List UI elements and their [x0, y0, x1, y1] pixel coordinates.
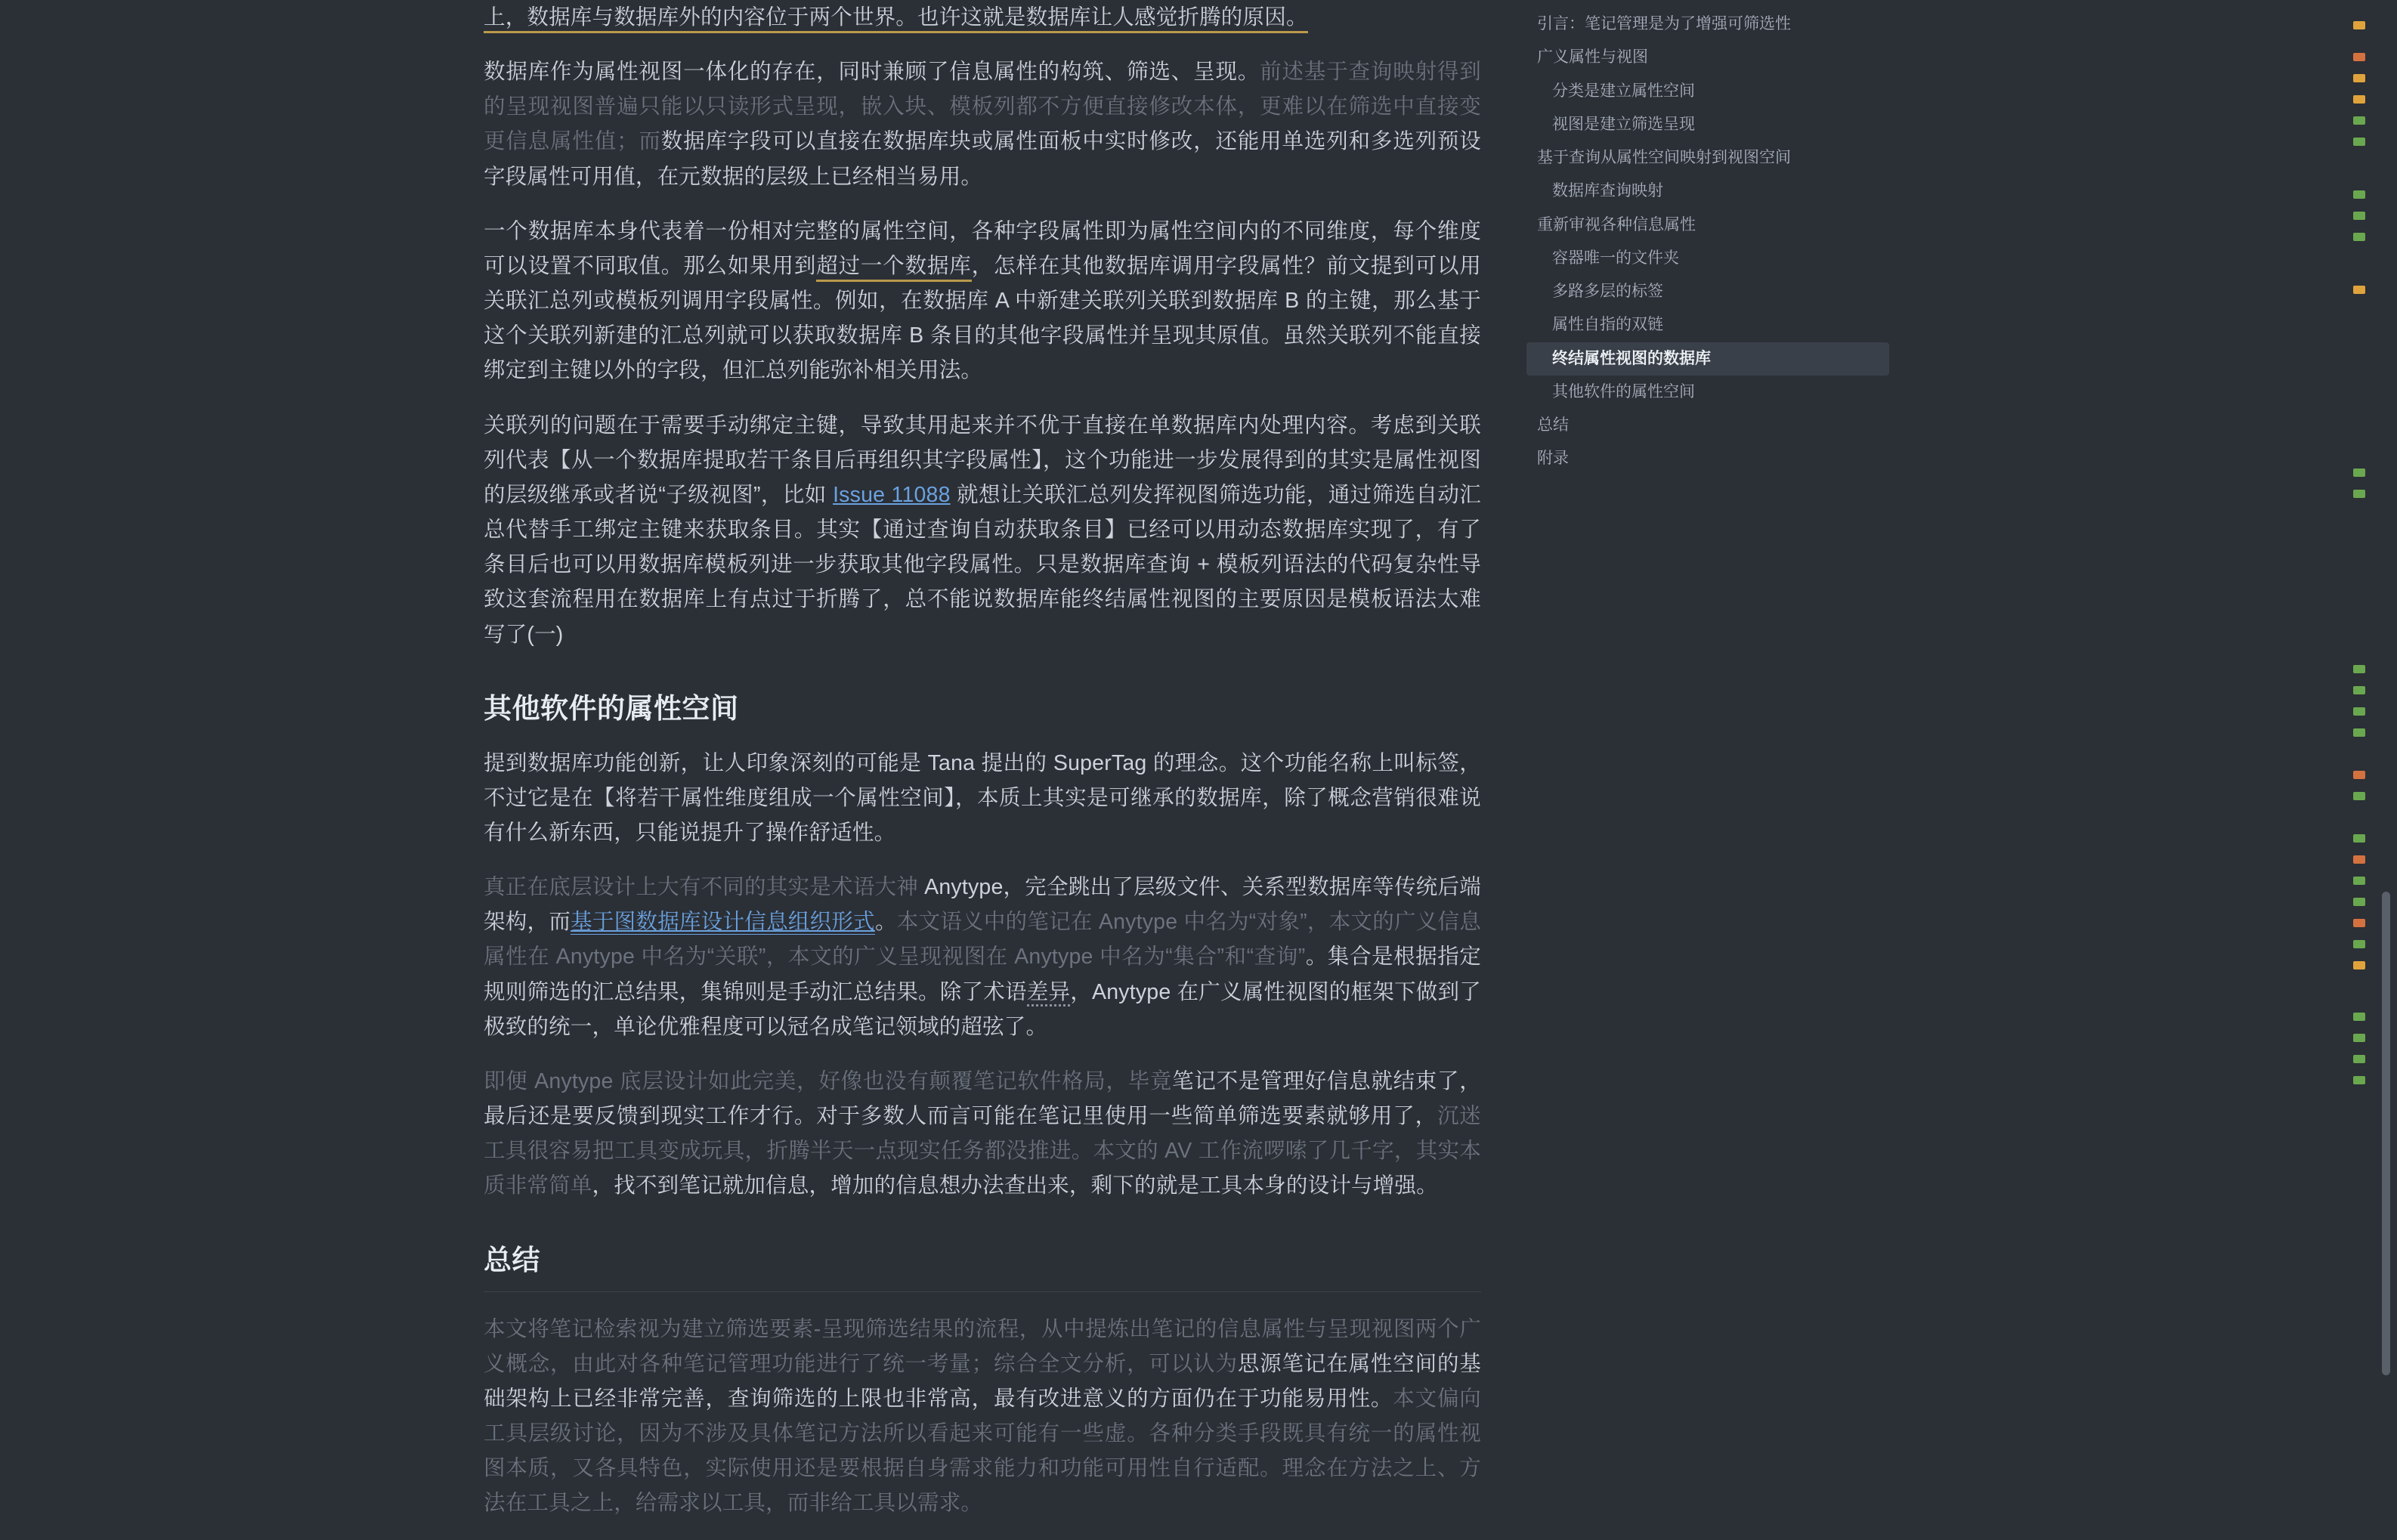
text-run: 。 — [874, 910, 897, 935]
scrollbar-marker[interactable] — [2353, 490, 2365, 498]
text-run: ，怎样在其他数据库调用字段属性？前文提到可以用关联汇总列或模板列调用字段属性。例如，在数据库 A 中新建关联列关联到数据库 B 的主键，那么基于这个关联列新建的汇总列就可以获取数据库 B 条目的其他字段属性并呈现其原值。虽然关联列不能直接绑定到主键以外的字段，但汇总列能弥补相关用法。 — [484, 253, 1481, 383]
scrollbar-marker[interactable] — [2353, 53, 2365, 61]
paragraph — [484, 1312, 1481, 1521]
text-run: 笔记不是管理好信息就结束了，最后还是要反馈到现实工作才行。对于多数人而言可能在笔记里使用一些简单筛选要素就够用了， — [484, 1068, 1481, 1129]
text-run-muted: 本文语义中的笔记在 Anytype 中名为“对象”，本文的广义信息属性在 Anytype 中名为“关联”，本文的广义呈现视图在 Anytype 中名为“集合”和“查询” — [484, 910, 1481, 969]
article-content — [484, 0, 1481, 1540]
scrollbar-marker[interactable] — [2353, 707, 2365, 716]
scrollbar-marker[interactable] — [2353, 1013, 2365, 1021]
text-run-muted: 前述基于查询映射得到的呈现视图普遍只能以只读形式呈现，嵌入块、模板列都不方便直接修改本体，更难以在筛选中直接变更信息属性值；而 — [484, 60, 1481, 154]
text-run-muted: 沉迷工具很容易把工具变成玩具，折腾半天一点现实任务都没推进。本文的 AV 工作流啰嗦了几千字，其实本质非常简单 — [484, 1104, 1482, 1198]
text-run: 关联列的问题在于需要手动绑定主键，导致其用起来并不优于直接在单数据库内处理内容。考虑到关联列代表【从一个数据库提取若干条目后再组织其字段属性】，这个功能进一步发展得到的其实是属性视图的层级继承或者说“子级视图”，比如 — [484, 413, 1481, 507]
scrollbar-marker[interactable] — [2353, 940, 2365, 948]
paragraph — [484, 408, 1481, 652]
scrollbar-marker[interactable] — [2353, 728, 2365, 737]
vertical-scrollbar-thumb[interactable] — [2382, 892, 2390, 1375]
text-run: 数据库作为属性视图一体化的存在，同时兼顾了信息属性的构筑、筛选、呈现。 — [484, 60, 1260, 85]
text-run: 提到数据库功能创新，让人印象深刻的可能是 Tana 提出的 SuperTag 的理念。这个功能名称上叫标签，不过它是在【将若干属性维度组成一个属性空间】，本质上其实是可继承的数据库，除了概念营销很难说有什么新东西，只能说提升了操作舒适性。 — [484, 750, 1481, 845]
scrollbar-marker[interactable] — [2353, 74, 2365, 82]
section-heading-summary: 总结 — [484, 1237, 1481, 1292]
issue-link[interactable]: Issue 11088 — [833, 482, 951, 507]
scrollbar-marker[interactable] — [2353, 468, 2365, 477]
scrollbar-marker[interactable] — [2353, 233, 2365, 241]
outline-item[interactable]: 广义属性与视图 — [1537, 48, 1648, 66]
outline-item[interactable]: 数据库查询映射 — [1552, 182, 1663, 200]
text-run-muted: 本文将笔记检索视为建立筛选要素-呈现筛选结果的流程，从中提炼出笔记的信息属性与呈现视图两个广义概念，由此对各种笔记管理功能进行了统一考量；综合全文分析，可以认为 — [484, 1316, 1481, 1376]
scrollbar-marker[interactable] — [2353, 834, 2365, 843]
text-run-muted: 本文偏向工具层级讨论，因为不涉及具体笔记方法所以看起来可能有一些虚。各种分类手段既具有统一的属性视图本质，又各具特色，实际使用还是要根据自身需求能力和功能可用性自行适配。理念在方法之上、方法在工具之上，给需求以工具，而非给工具以需求。 — [484, 1386, 1481, 1516]
paragraph — [484, 54, 1481, 194]
text-run: Anytype，完全跳出了层级文件、关系型数据库等传统后端架构，而 — [484, 875, 1481, 935]
outline-item[interactable]: 总结 — [1537, 416, 1569, 434]
text-run: 数据库字段可以直接在数据库块或属性面板中实时修改，还能用单选列和多选列预设字段属性可用值，在元数据的层级上已经相当易用。 — [484, 129, 1481, 189]
outline-item[interactable]: 引言：笔记管理是为了增强可筛选性 — [1537, 15, 1791, 32]
highlighted-text: 上，数据库与数据库外的内容位于两个世界。也许这就是数据库让人感觉折腾的原因。 — [484, 5, 1308, 33]
scrollbar-marker[interactable] — [2353, 919, 2365, 927]
outline-item[interactable]: 基于查询从属性空间映射到视图空间 — [1537, 149, 1791, 166]
scrollbar-marker-track — [2350, 0, 2370, 1474]
scrollbar-marker[interactable] — [2353, 877, 2365, 885]
text-run: 思源笔记在属性空间的基础架构上已经非常完善，查询筛选的上限也非常高，最有改进意义的方面仍在于功能易用性。 — [484, 1351, 1482, 1411]
text-run: ，Anytype 在广义属性视图的框架下做到了极致的统一，单论优雅程度可以冠名成笔记领域的超弦了。 — [484, 979, 1481, 1039]
paragraph-top-fragment — [484, 0, 1481, 35]
text-run-muted: 真正在底层设计上大有不同的其实是术语大神 — [484, 875, 918, 900]
scrollbar-marker[interactable] — [2353, 961, 2365, 969]
outline-item[interactable]: 重新审视各种信息属性 — [1537, 215, 1696, 233]
paragraph — [484, 870, 1481, 1044]
scrollbar-marker[interactable] — [2353, 1055, 2365, 1063]
paragraph — [484, 214, 1481, 388]
outline-item[interactable]: 附录 — [1537, 450, 1569, 468]
scrollbar-marker[interactable] — [2353, 95, 2365, 104]
outline-item[interactable]: 视图是建立筛选呈现 — [1552, 115, 1695, 133]
scrollbar-marker[interactable] — [2353, 855, 2365, 864]
scrollbar-marker[interactable] — [2353, 190, 2365, 199]
outline-item[interactable]: 其他软件的属性空间 — [1552, 382, 1695, 400]
paragraph — [484, 1064, 1481, 1204]
outline-item[interactable]: 分类是建立属性空间 — [1552, 82, 1695, 100]
scrollbar-marker[interactable] — [2353, 1076, 2365, 1084]
text-run: 一个数据库本身代表着一份相对完整的属性空间，各种字段属性即为属性空间内的不同维度，每个维度可以设置不同取值。那么如果用到 — [484, 218, 1481, 278]
scrollbar-marker[interactable] — [2353, 686, 2365, 694]
outline-item[interactable]: 容器唯一的文件夹 — [1552, 249, 1679, 267]
scrollbar-marker[interactable] — [2353, 286, 2365, 294]
scrollbar-marker[interactable] — [2353, 116, 2365, 125]
scrollbar-marker[interactable] — [2353, 212, 2365, 220]
graph-db-link[interactable]: 基于图数据库设计信息组织形式 — [571, 910, 875, 935]
text-run: ，找不到笔记就加信息，增加的信息想办法查出来，剩下的就是工具本身的设计与增强。 — [592, 1174, 1438, 1198]
outline-item[interactable]: 终结属性视图的数据库 — [1526, 342, 1889, 376]
scrollbar-marker[interactable] — [2353, 138, 2365, 146]
text-run-muted: 即便 Anytype 底层设计如此完美，好像也没有颠覆笔记软件格局，毕竟 — [484, 1068, 1173, 1093]
scrollbar-marker[interactable] — [2353, 771, 2365, 779]
outline-item[interactable]: 多路多层的标签 — [1552, 283, 1663, 300]
scrollbar-marker[interactable] — [2353, 1034, 2365, 1042]
outline-panel — [1526, 0, 1889, 476]
highlighted-text: 超过一个数据库 — [816, 254, 971, 282]
scrollbar-marker[interactable] — [2353, 665, 2365, 673]
scrollbar-marker[interactable] — [2353, 898, 2365, 906]
text-run: 就想让关联汇总列发挥视图筛选功能，通过筛选自动汇总代替手工绑定主键来获取条目。其实【通过查询自动获取条目】已经可以用动态数据库实现了，有了条目后也可以用数据库模板列进一步获取其他字段属性。只是数据库查询 + 模板列语法的代码复杂性导致这套流程用在数据库上有点过于折腾了，总不能说数据库能终结属性视图的主要原因是模板语法太难写了(一) — [484, 482, 1481, 647]
outline-item[interactable]: 属性自指的双链 — [1552, 316, 1663, 334]
section-heading-other-software: 其他软件的属性空间 — [484, 692, 739, 724]
text-run-dotted: 差异 — [1027, 980, 1071, 1007]
scrollbar-marker[interactable] — [2353, 792, 2365, 800]
scrollbar-marker[interactable] — [2353, 21, 2365, 29]
paragraph — [484, 746, 1481, 850]
text-run: 。集合是根据指定规则筛选的汇总结果，集锦则是手动汇总结果。除了术语 — [484, 945, 1481, 1004]
